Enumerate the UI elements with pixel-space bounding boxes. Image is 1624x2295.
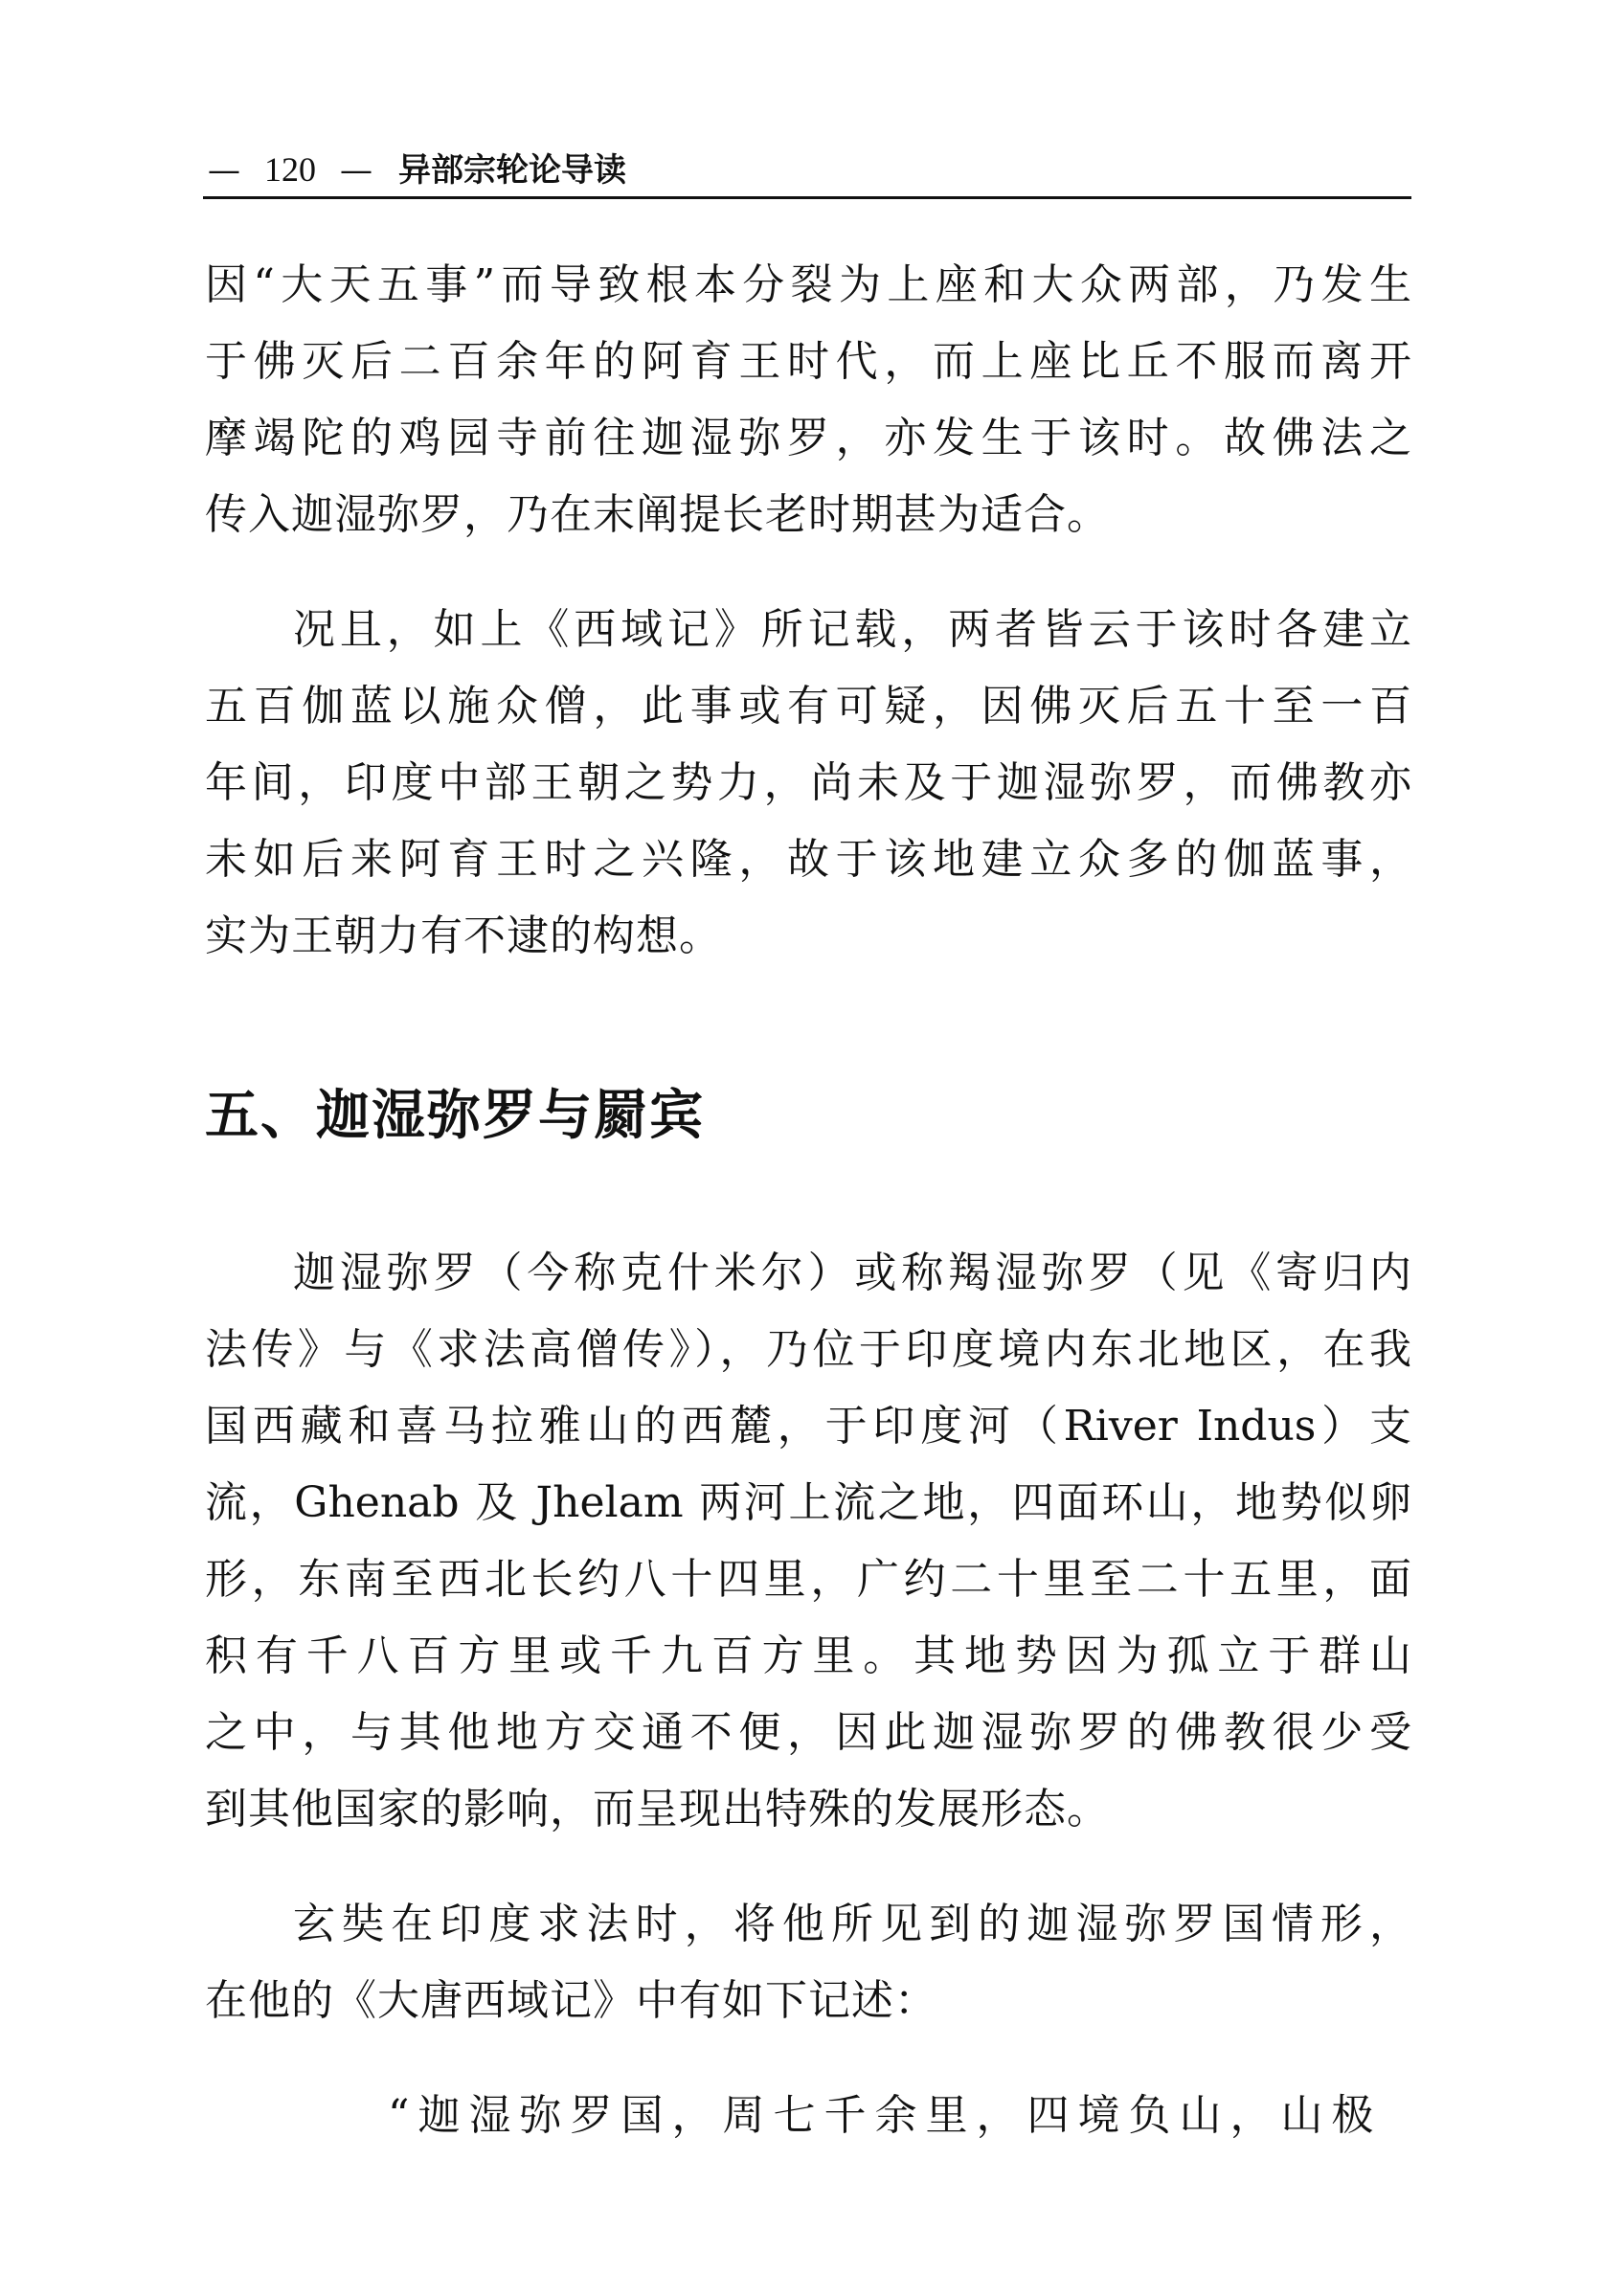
paragraph-2 bbox=[205, 592, 1411, 975]
paragraph-line: 摩竭陀的鸡园寺前往迦湿弥罗，亦发生于该时。故佛法之 bbox=[205, 414, 1411, 462]
paragraph-line: 到其他国家的影响，而呈现出特殊的发展形态。 bbox=[205, 1785, 1110, 1834]
paragraph-line: 年间，印度中部王朝之势力，尚未及于迦湿弥罗，而佛教亦 bbox=[205, 758, 1411, 807]
paragraph-1 bbox=[205, 247, 1411, 553]
paragraph-line: 因“大天五事”而导致根本分裂为上座和大众两部，乃发生 bbox=[205, 260, 1411, 309]
header-dash-left: — bbox=[208, 151, 240, 190]
book-title: 异部宗轮论导读 bbox=[398, 151, 626, 190]
paragraph-line: 法传》与《求法高僧传》），乃位于印度境内东北地区，在我 bbox=[205, 1325, 1411, 1374]
header-dash-right: — bbox=[340, 151, 372, 190]
paragraph-line: 形，东南至西北长约八十四里，广约二十里至二十五里，面 bbox=[205, 1555, 1411, 1604]
block-quote-line: “迦湿弥罗国，周七千余里，四境负山，山极 bbox=[388, 2091, 1383, 2140]
running-header bbox=[205, 146, 1411, 193]
paragraph-line: 迦湿弥罗（今称克什米尔）或称羯湿弥罗（见《寄归内 bbox=[293, 1249, 1411, 1297]
section-heading: 五、迦湿弥罗与罽宾 bbox=[205, 1084, 705, 1147]
paragraph-line: 积有千八百方里或千九百方里。其地势因为孤立于群山 bbox=[205, 1631, 1411, 1680]
paragraph-line: 流，Ghenab 及 Jhelam 两河上流之地，四面环山，地势似卵 bbox=[205, 1478, 1411, 1527]
page-number: 120 bbox=[264, 150, 316, 189]
paragraph-line: 未如后来阿育王时之兴隆，故于该地建立众多的伽蓝事， bbox=[205, 835, 1411, 884]
paragraph-line: 在他的《大唐西域记》中有如下记述： bbox=[205, 1976, 937, 2025]
paragraph-line: 玄奘在印度求法时，将他所见到的迦湿弥罗国情形， bbox=[293, 1900, 1411, 1948]
paragraph-line: 五百伽蓝以施众僧，此事或有可疑，因佛灭后五十至一百 bbox=[205, 682, 1411, 731]
header-rule bbox=[203, 196, 1411, 199]
paragraph-line: 实为王朝力有不逮的构想。 bbox=[205, 911, 722, 960]
paragraph-line: 之中，与其他地方交通不便，因此迦湿弥罗的佛教很少受 bbox=[205, 1708, 1411, 1757]
paragraph-4 bbox=[205, 1886, 1411, 2039]
paragraph-3 bbox=[205, 1235, 1411, 1848]
paragraph-line: 传入迦湿弥罗，乃在末阐提长老时期甚为适合。 bbox=[205, 490, 1110, 539]
paragraph-line: 于佛灭后二百余年的阿育王时代，而上座比丘不服而离开 bbox=[205, 337, 1411, 386]
paragraph-line: 国西藏和喜马拉雅山的西麓，于印度河（River Indus）支 bbox=[205, 1402, 1411, 1451]
paragraph-line: 况且，如上《西域记》所记载，两者皆云于该时各建立 bbox=[293, 605, 1411, 654]
